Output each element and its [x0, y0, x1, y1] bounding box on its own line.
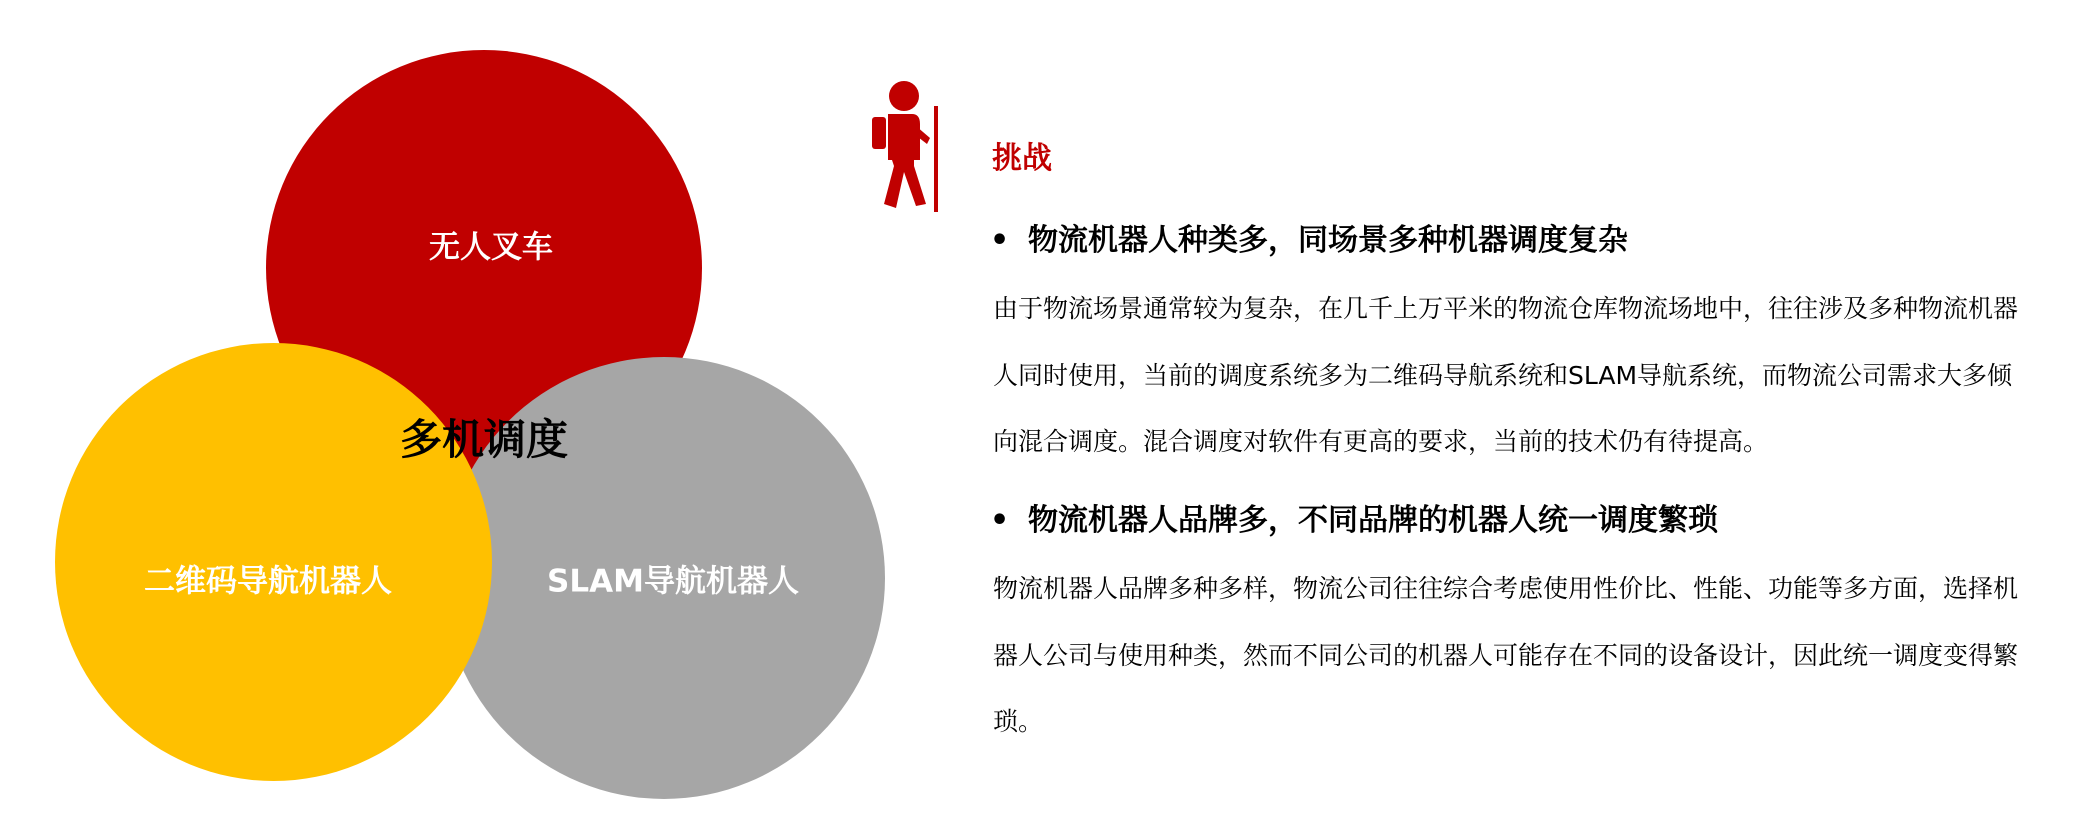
paragraph-line: 由于物流场景通常较为复杂，在几千上万平米的物流仓库物流场地中，往往涉及多种物流机器 — [993, 294, 2019, 323]
paragraph-line: 物流机器人品牌多种多样，物流公司往往综合考虑使用性价比、性能、功能等多方面，选择机 — [993, 574, 2019, 603]
paragraph-line: 琐。 — [993, 707, 1044, 736]
qr-robot-label: 二维码导航机器人 — [144, 563, 392, 600]
challenge-title: 挑战 — [992, 141, 1052, 176]
slam-robot-label: SLAM导航机器人 — [547, 563, 799, 600]
challenge-heading-2 — [990, 495, 1718, 539]
center-label: 多机调度 — [399, 415, 569, 464]
paragraph-line: 人同时使用，当前的调度系统多为二维码导航系统和SLAM导航系统，而物流公司需求大多倾 — [993, 361, 2013, 390]
bullet-dot: • — [990, 503, 1010, 538]
heading-text: 物流机器人种类多，同场景多种机器调度复杂 — [1028, 223, 1628, 258]
heading-text: 物流机器人品牌多，不同品牌的机器人统一调度繁琐 — [1028, 503, 1718, 538]
paragraph-line: 器人公司与使用种类，然而不同公司的机器人可能存在不同的设备设计，因此统一调度变得繁 — [993, 641, 2019, 670]
bullet-dot: • — [990, 223, 1010, 258]
challenge-heading-1 — [990, 215, 1628, 259]
forklift-label: 无人叉车 — [429, 229, 553, 266]
hiker-icon — [872, 80, 944, 214]
paragraph-line: 向混合调度。混合调度对软件有更高的要求，当前的技术仍有待提高。 — [993, 427, 1769, 456]
